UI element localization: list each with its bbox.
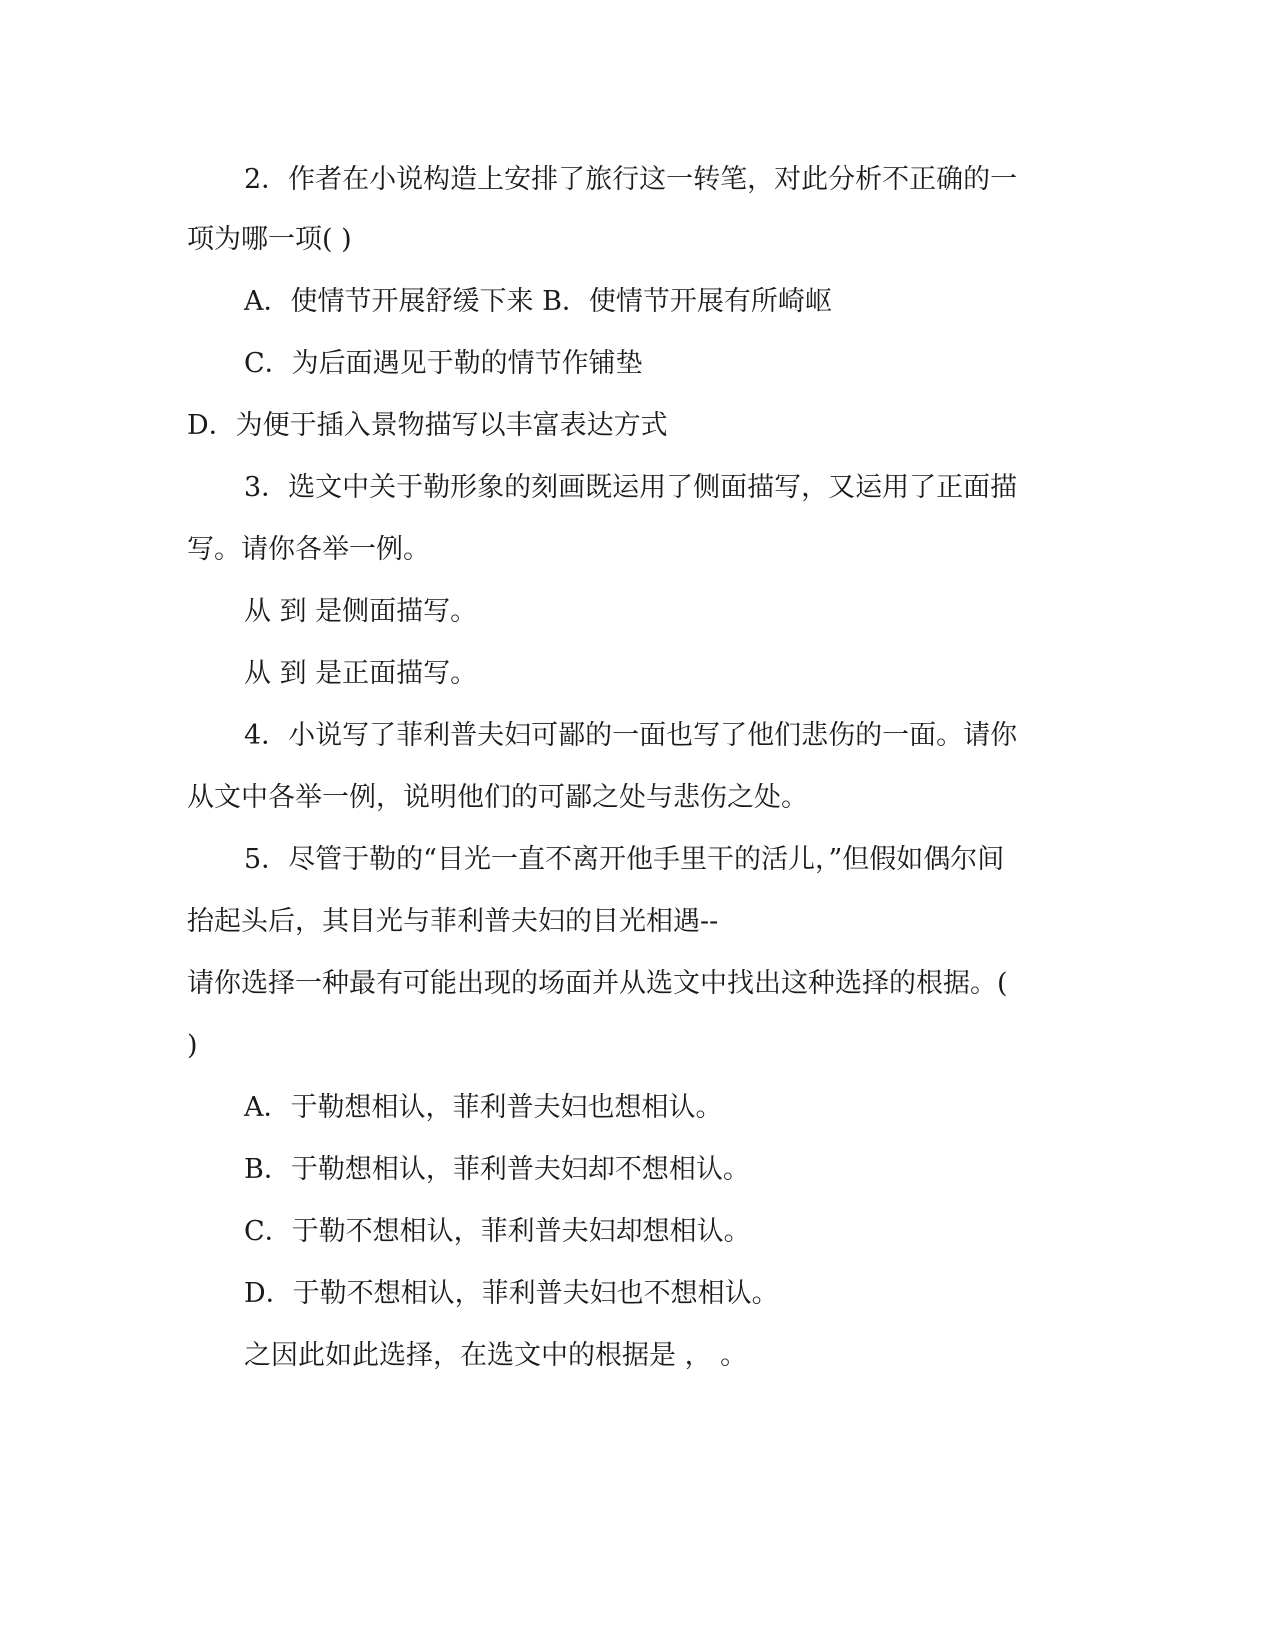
- question-2-options-a-b: A．使情节开展舒缓下来 B．使情节开展有所崎岖: [244, 286, 832, 317]
- question-4-line-1: 4．小说写了菲利普夫妇可鄙的一面也写了他们悲伤的一面。请你: [244, 720, 1018, 751]
- question-5-option-b: B．于勒想相认，菲利普夫妇却不想相认。: [244, 1154, 750, 1185]
- question-3-answer-side: 从 到 是侧面描写。: [244, 596, 478, 627]
- question-3-line-2: 写。请你各举一例。: [187, 534, 430, 565]
- question-2-line-2: 项为哪一项( ): [187, 224, 352, 255]
- question-5-option-c: C．于勒不想相认，菲利普夫妇却想相认。: [244, 1216, 751, 1247]
- question-4-line-2: 从文中各举一例，说明他们的可鄙之处与悲伤之处。: [187, 782, 808, 813]
- question-3-line-1: 3．选文中关于勒形象的刻画既运用了侧面描写，又运用了正面描: [244, 472, 1018, 503]
- question-2-option-c: C．为后面遇见于勒的情节作铺垫: [244, 348, 643, 379]
- question-5-line-2: 抬起头后，其目光与菲利普夫妇的目光相遇--: [187, 906, 719, 937]
- question-5-line-4: ): [187, 1030, 198, 1061]
- question-5-option-a: A．于勒想相认，菲利普夫妇也想相认。: [244, 1092, 723, 1123]
- question-5-line-1: 5．尽管于勒的“目光一直不离开他手里干的活儿，”但假如偶尔间: [244, 844, 1005, 875]
- question-3-answer-front: 从 到 是正面描写。: [244, 658, 478, 689]
- question-2-option-d: D．为便于插入景物描写以丰富表达方式: [187, 410, 668, 441]
- question-5-line-3: 请你选择一种最有可能出现的场面并从选文中找出这种选择的根据。(: [187, 968, 1008, 999]
- question-5-reason-line: 之因此如此选择，在选文中的根据是 ， 。: [244, 1340, 748, 1371]
- question-5-option-d: D．于勒不想相认，菲利普夫妇也不想相认。: [244, 1278, 779, 1309]
- question-2-line-1: 2．作者在小说构造上安排了旅行这一转笔，对此分析不正确的一: [244, 164, 1018, 195]
